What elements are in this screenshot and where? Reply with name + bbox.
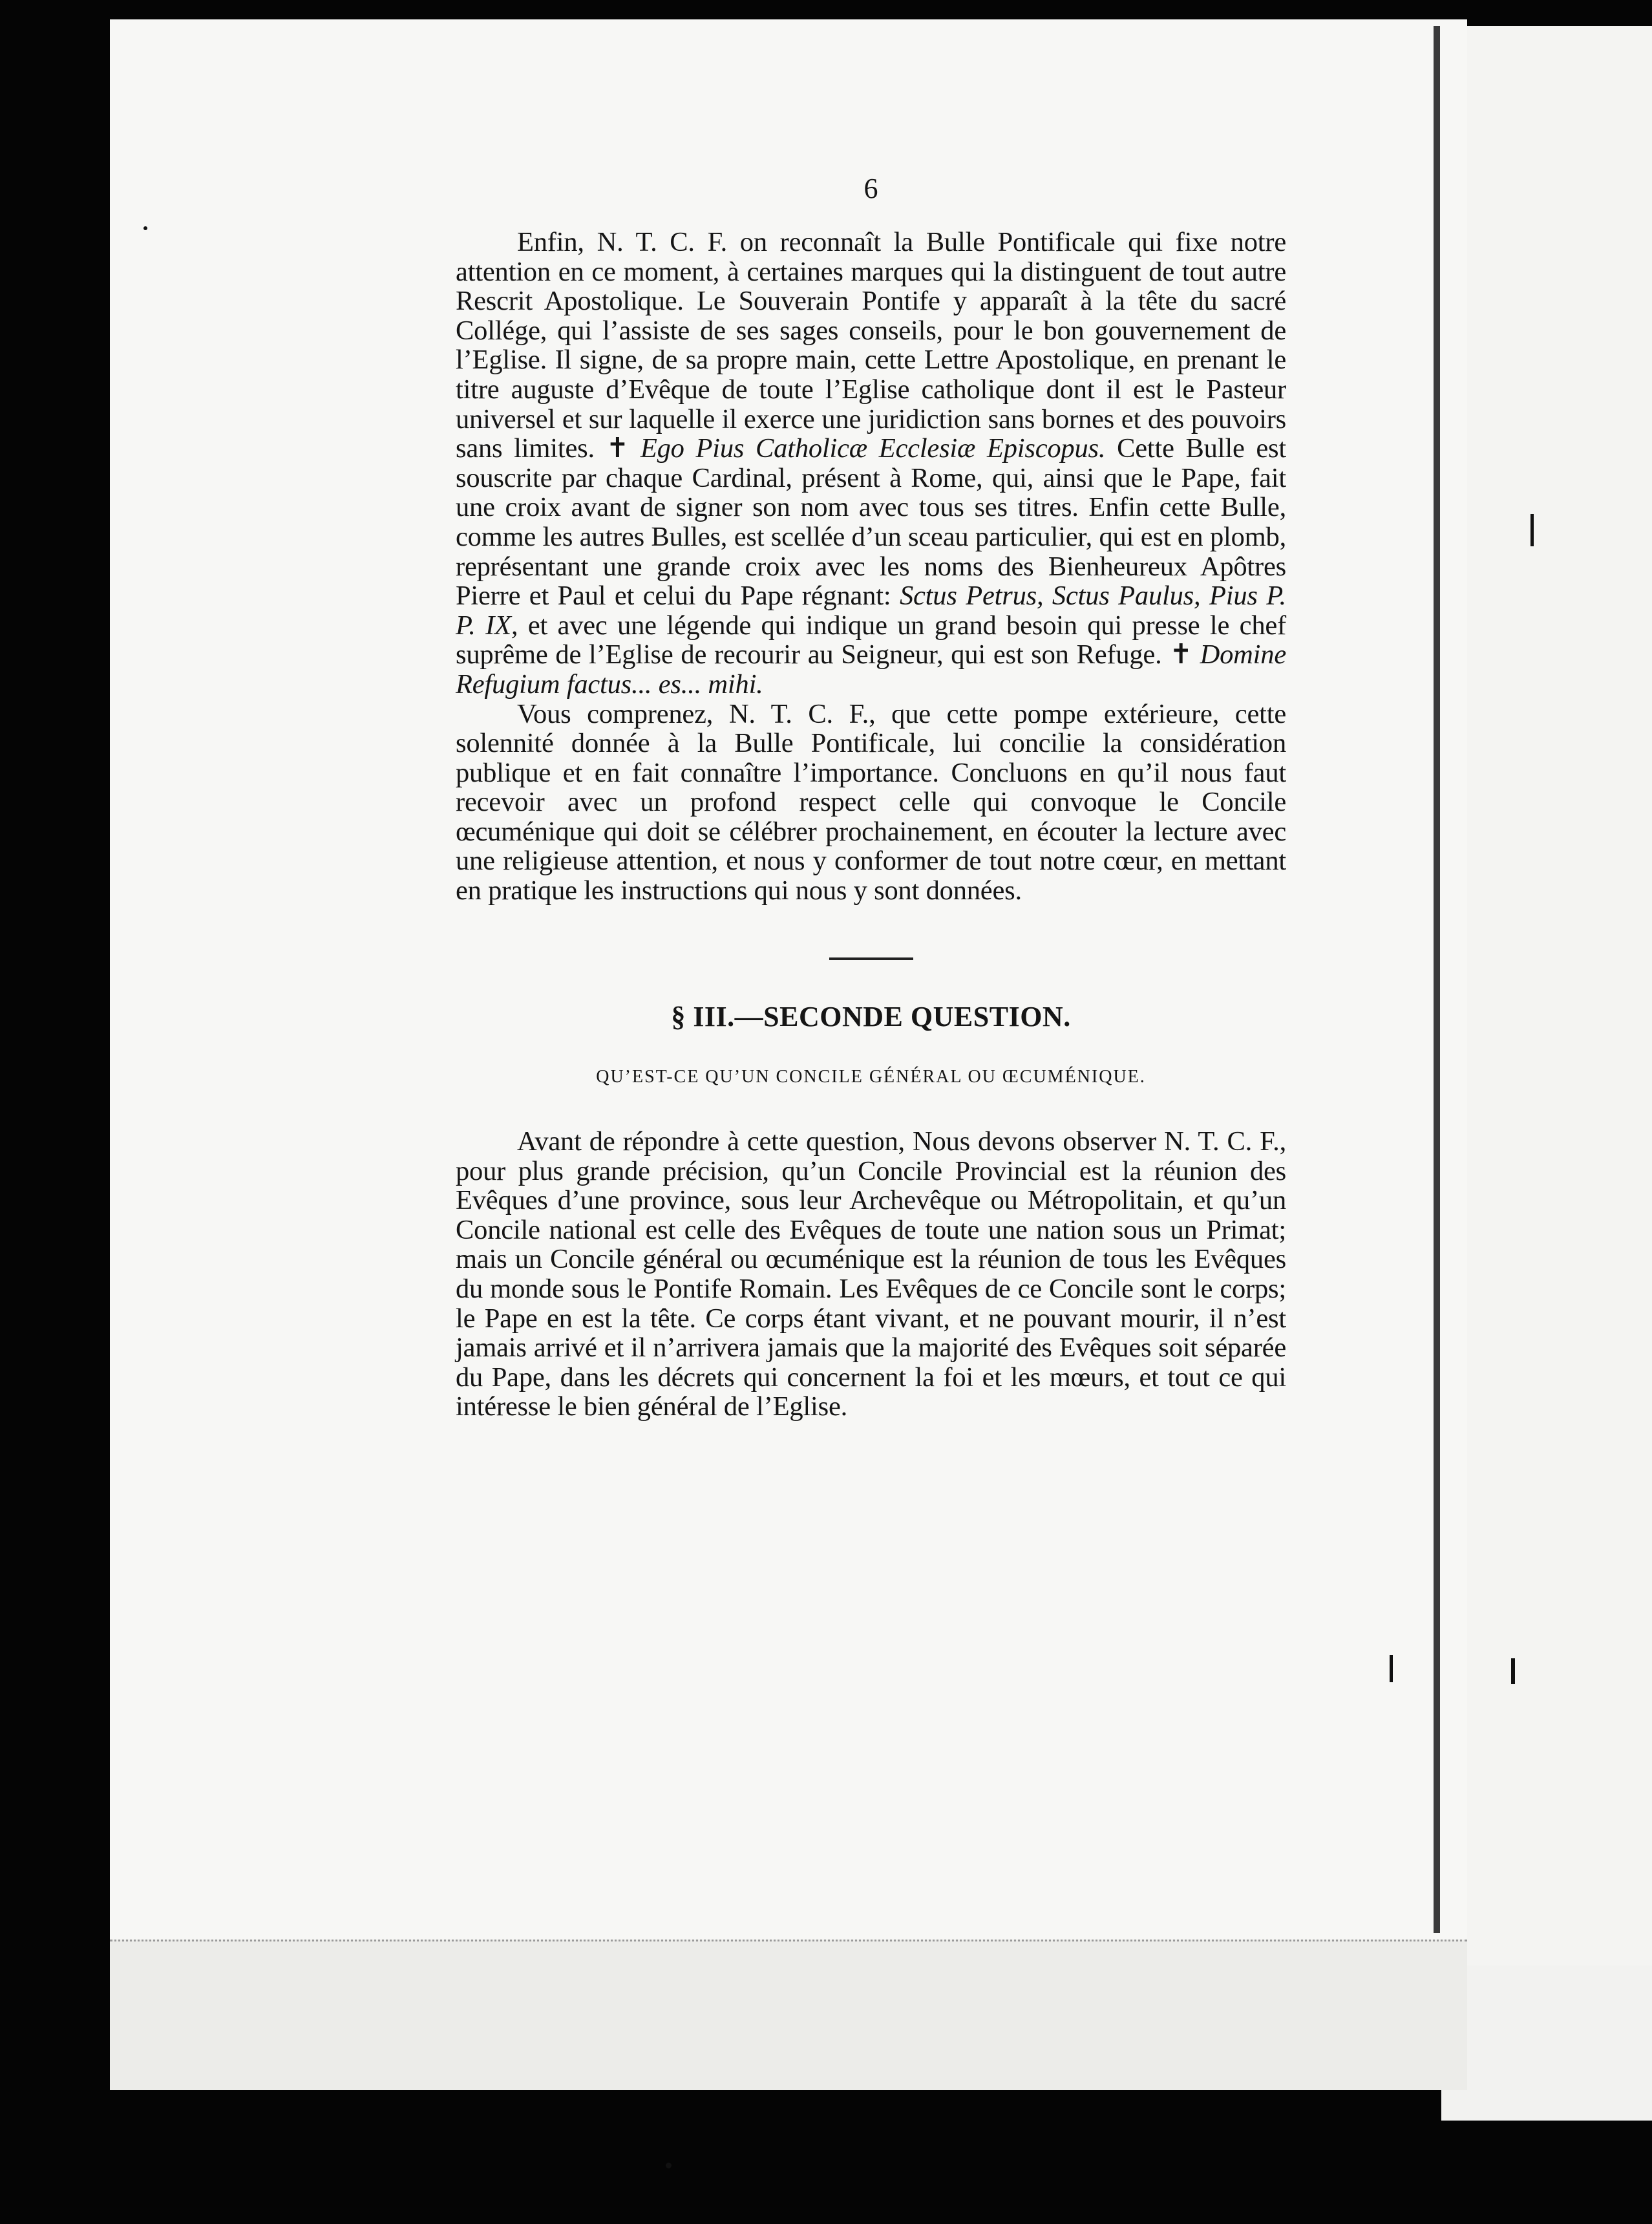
page-gutter-shadow [1434, 26, 1440, 1933]
latin-signature: Ego Pius Catholicæ Ecclesiæ Episcopus. [640, 433, 1106, 464]
paragraph-conclusion: Vous comprenez, N. T. C. F., que cette pompe extérieure, cette solennité donnée à la Bulle Pontificale, lui concilie la considération publique et en fait connaître l’importance. Concluons en qu’il nous faut recevoir avec un profond respect celle qui convoque le Concile œcuménique qui doit se célébrer prochainement, en écouter la lecture avec une religieuse attention, et nous y conformer de tout notre cœur, en mettant en pratique les instructions qui nous y sont données. [456, 698, 1286, 906]
section-heading: § III.—SECONDE QUESTION. [671, 1000, 1071, 1032]
adjacent-page-surface [1454, 26, 1652, 1965]
paragraph-text: et avec une légende qui indique un grand besoin qui presse le chef suprême de l’Eglise de recourir au Seigneur, qui est son Refuge. ✝ [456, 610, 1287, 670]
paragraph-papal-bull [456, 228, 1286, 700]
scan-speck [666, 2163, 672, 2168]
section-divider [829, 957, 913, 960]
seal-names: Sctus Petrus, Sctus Paulus, Pius P. P. IX, [456, 581, 1286, 641]
section-subheading: QU’EST-CE QU’UN CONCILE GÉNÉRAL OU ŒCUMÉNIQUE. [596, 1067, 1146, 1087]
page-bottom-margin [110, 1940, 1467, 2090]
page-content [456, 175, 1286, 1422]
paragraph-council-definition: Avant de répondre à cette question, Nous devons observer N. T. C. F., pour plus grande précision, qu’un Concile Provincial est la réunion des Evêques d’une province, sous leur Archevêque ou Métropolitain, et qu’un Concile national est celle des Evêques de toute une nation sous un Primat; mais un Concile général ou œcuménique est la réunion de tous les Evêques du monde sous le Pontife Romain. Les Evêques de ce Concile sont le corps; le Pape en est la tête. Ce corps étant vivant, et ne pouvant mourir, il n’est jamais arrivé et il n’arrivera jamais que la majorité des Evêques soit séparée du Pape, dans les décrets qui concernent la foi et les mœurs, et tout ce qui intéresse le bien général de l’Eglise. [456, 1126, 1286, 1422]
paragraph-text: Enfin, N. T. C. F. on reconnaît la Bulle Pontificale qui fixe notre attention en ce moment, à certaines marques qui la distinguent de tout autre Rescrit Apostolique. Le Souverain Pontife y apparaît à la tête du sacré Collége, qui l’assiste de ses sages conseils, pour le bon gouvernement de l’Eglise. Il signe, de sa propre main, cette Lettre Apostolique, en prenant le titre auguste d’Evêque de toute l’Eglise catholique dont il est le Pasteur universel et sur laquelle il exerce une juridiction sans bornes et des pouvoirs sans limites. ✝ [456, 227, 1286, 464]
scan-speck [1390, 1655, 1393, 1682]
scan-speck [1530, 514, 1534, 546]
paragraph-text: Cette Bulle est souscrite par chaque Cardinal, présent à Rome, qui, ainsi que le Pape, fait une croix avant de signer son nom avec tous ses titres. Enfin cette Bulle, comme les autres Bulles, est scellée d’un sceau particulier, qui est en plomb, représentant une grande croix avec les noms des Bienheureux Apôtres Pierre et Paul et celui du Pape régnant: [456, 433, 1286, 612]
scan-speck [143, 226, 147, 230]
scan-speck [1511, 1658, 1515, 1684]
latin-legend: Domine Refugium factus... es... mihi. [456, 639, 1286, 700]
page-number: 6 [863, 173, 878, 204]
